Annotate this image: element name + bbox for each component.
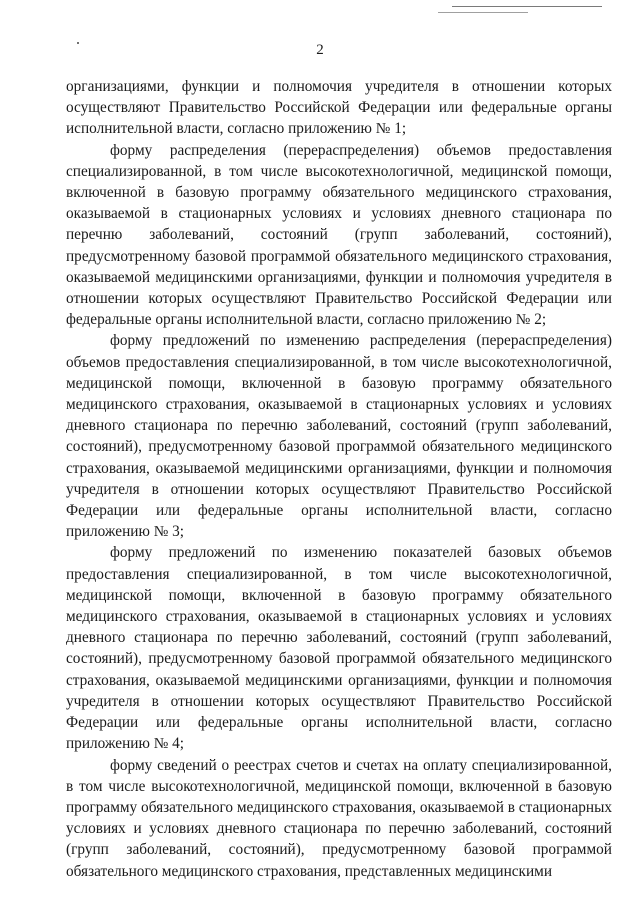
paragraph-appendix-3: форму предложений по изменению распределения (перераспределения) объемов предоставления специализированной, в том числе высокотехнологичной, медицинской помощи, включенной в базовую программу обязательного медицинского страхования, оказываемой в стационарных условиях и условиях дневного стационара по перечню заболеваний, состояний (групп заболеваний, состояний), предусмотренному базовой программой обязательного медицинского страхования, оказываемой медицинскими организациями, функции и полномочия учредителя в отношении которых осуществляют Правительство Российской Федерации или федеральные органы исполнительной власти, согласно приложению № 3; [66, 332, 612, 541]
scan-artifact-line [438, 12, 528, 13]
paragraph-continued: организациями, функции и полномочия учредителя в отношении которых осуществляют Правительство Российской Федерации или федеральные органы исполнительной власти, согласно приложению № 1; [66, 78, 612, 138]
paragraph-appendix-2: форму распределения (перераспределения) объемов предоставления специализированной, в том числе высокотехнологичной, медицинской помощи, включенной в базовую программу обязательного медицинского страхования, оказываемой в стационарных условиях и условиях дневного стационара по перечню заболеваний, состояний (групп заболеваний, состояний), предусмотренному базовой программой обязательного медицинского страхования, оказываемой медицинскими организациями, функции и полномочия учредителя в отношении которых осуществляют Правительство Российской Федерации или федеральные органы исполнительной власти, согласно приложению № 2; [66, 141, 612, 329]
document-body [66, 76, 612, 882]
scan-artifact-line [452, 6, 602, 7]
paragraph-appendix-4: форму предложений по изменению показателей базовых объемов предоставления специализированной, в том числе высокотехнологичной, медицинской помощи, включенной в базовую программу обязательного медицинского страхования, оказываемой в стационарных условиях и условиях дневного стационара по перечню заболеваний, состояний (групп заболеваний, состояний), предусмотренному базовой программой обязательного медицинского страхования, оказываемой медицинскими организациями, функции и полномочия учредителя в отношении которых осуществляют Правительство Российской Федерации или федеральные органы исполнительной власти, согласно приложению № 4; [66, 544, 612, 753]
paragraph-registry-form: форму сведений о реестрах счетов и счетах на оплату специализированной, в том числе высокотехнологичной, медицинской помощи, включенной в базовую программу обязательного медицинского страхования, оказываемой в стационарных условиях и условиях дневного стационара по перечню заболеваний, состояний (групп заболеваний, состояний), предусмотренному базовой программой обязательного медицинского страхования, представленных медицинскими [66, 756, 612, 880]
page-number: 2 [316, 42, 324, 58]
